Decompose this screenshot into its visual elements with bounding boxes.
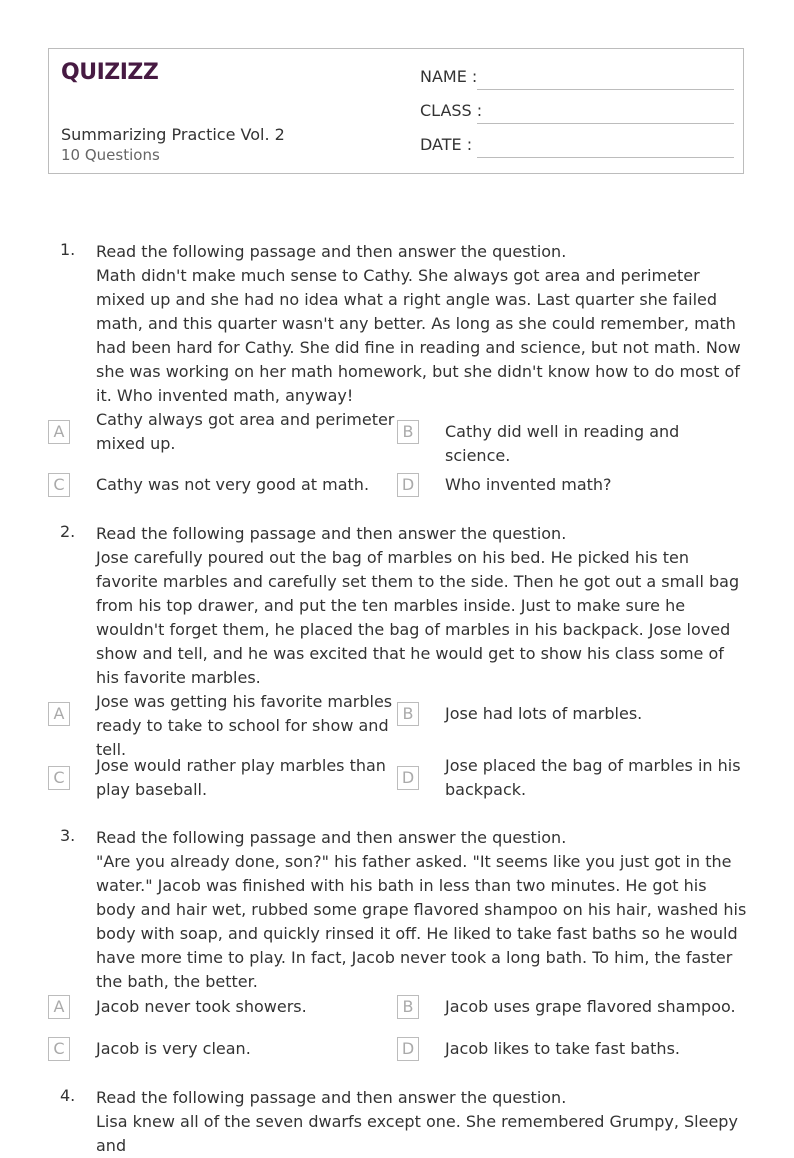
option-letter-box[interactable]: C [48, 766, 70, 790]
question-count: 10 Questions [61, 146, 160, 164]
option-letter-box[interactable]: B [397, 420, 419, 444]
question-number: 2. [60, 522, 76, 541]
option-text: Jacob uses grape flavored shampoo. [445, 997, 736, 1016]
question-passage: Math didn't make much sense to Cathy. She always got area and perimeter mixed up and she had no idea what a right angle was. Last quarter she failed math, and this quarter wasn't any better. As long as she could remember, math had been hard for Cathy. She did fine in reading and science, but not math. Now she was working on her math homework, but she didn't know how to do most of it. Who invented math, anyway! [96, 266, 741, 405]
option-text: Cathy did well in reading and science. [445, 422, 680, 465]
question-body [96, 522, 751, 690]
option-letter-box[interactable]: B [397, 702, 419, 726]
worksheet-header [48, 48, 744, 174]
option-letter-box[interactable]: C [48, 473, 70, 497]
option-text: Cathy always got area and perimeter mixed up. [96, 410, 395, 453]
option-letter-box[interactable]: A [48, 995, 70, 1019]
option-letter-box[interactable]: C [48, 1037, 70, 1061]
question-number: 4. [60, 1086, 76, 1105]
question-prompt: Read the following passage and then answer the question. [96, 242, 567, 261]
name-field[interactable] [420, 66, 734, 90]
date-label: DATE : [420, 135, 473, 154]
option-letter-box[interactable]: B [397, 995, 419, 1019]
option-letter-box[interactable]: D [397, 766, 419, 790]
class-label: CLASS : [420, 101, 483, 120]
question-prompt: Read the following passage and then answer the question. [96, 828, 567, 847]
question-body [96, 1086, 751, 1158]
quizizz-logo: QUIZIZZ [61, 60, 159, 85]
option-text: Jose placed the bag of marbles in his backpack. [445, 756, 741, 799]
question-prompt: Read the following passage and then answer the question. [96, 524, 567, 543]
option-letter-box[interactable]: A [48, 702, 70, 726]
option-text: Cathy was not very good at math. [96, 475, 370, 494]
question-body [96, 826, 751, 994]
option-letter-box[interactable]: D [397, 473, 419, 497]
question-passage: "Are you already done, son?" his father asked. "It seems like you just got in the water." Jacob was finished with his bath in less than two minutes. He got his body and hair wet, rubbed some grape flavored shampoo on his hair, washed his body with soap, and quickly rinsed it off. He liked to take fast baths so he would have more time to play. In fact, Jacob never took a long bath. To him, the faster the bath, the better. [96, 852, 747, 991]
option-text: Jose would rather play marbles than play baseball. [96, 756, 386, 799]
question-number: 1. [60, 240, 76, 259]
option-letter-box[interactable]: D [397, 1037, 419, 1061]
option-text: Jose was getting his favorite marbles ready to take to school for show and tell. [96, 692, 393, 759]
option-text: Jacob likes to take fast baths. [445, 1039, 680, 1058]
option-text: Who invented math? [445, 475, 612, 494]
question-passage: Jose carefully poured out the bag of marbles on his bed. He picked his ten favorite marbles and carefully set them to the side. Then he got out a small bag from his top drawer, and put the ten marbles inside. Just to make sure he wouldn't forget them, he placed the bag of marbles in his backpack. Jose loved show and tell, and he was excited that he would get to show his class some of his favorite marbles. [96, 548, 740, 687]
question-prompt: Read the following passage and then answer the question. [96, 1088, 567, 1107]
date-line[interactable] [477, 157, 734, 158]
name-line[interactable] [477, 89, 734, 90]
question-passage: Lisa knew all of the seven dwarfs except one. She remembered Grumpy, Sleepy and [96, 1112, 738, 1155]
date-field[interactable] [420, 134, 734, 158]
option-letter-box[interactable]: A [48, 420, 70, 444]
question-number: 3. [60, 826, 76, 845]
class-line[interactable] [477, 123, 734, 124]
option-text: Jacob is very clean. [96, 1039, 251, 1058]
class-field[interactable] [420, 100, 734, 124]
worksheet-title: Summarizing Practice Vol. 2 [61, 125, 285, 144]
option-text: Jose had lots of marbles. [445, 704, 643, 723]
name-label: NAME : [420, 67, 478, 86]
question-body [96, 240, 751, 408]
option-text: Jacob never took showers. [96, 997, 307, 1016]
